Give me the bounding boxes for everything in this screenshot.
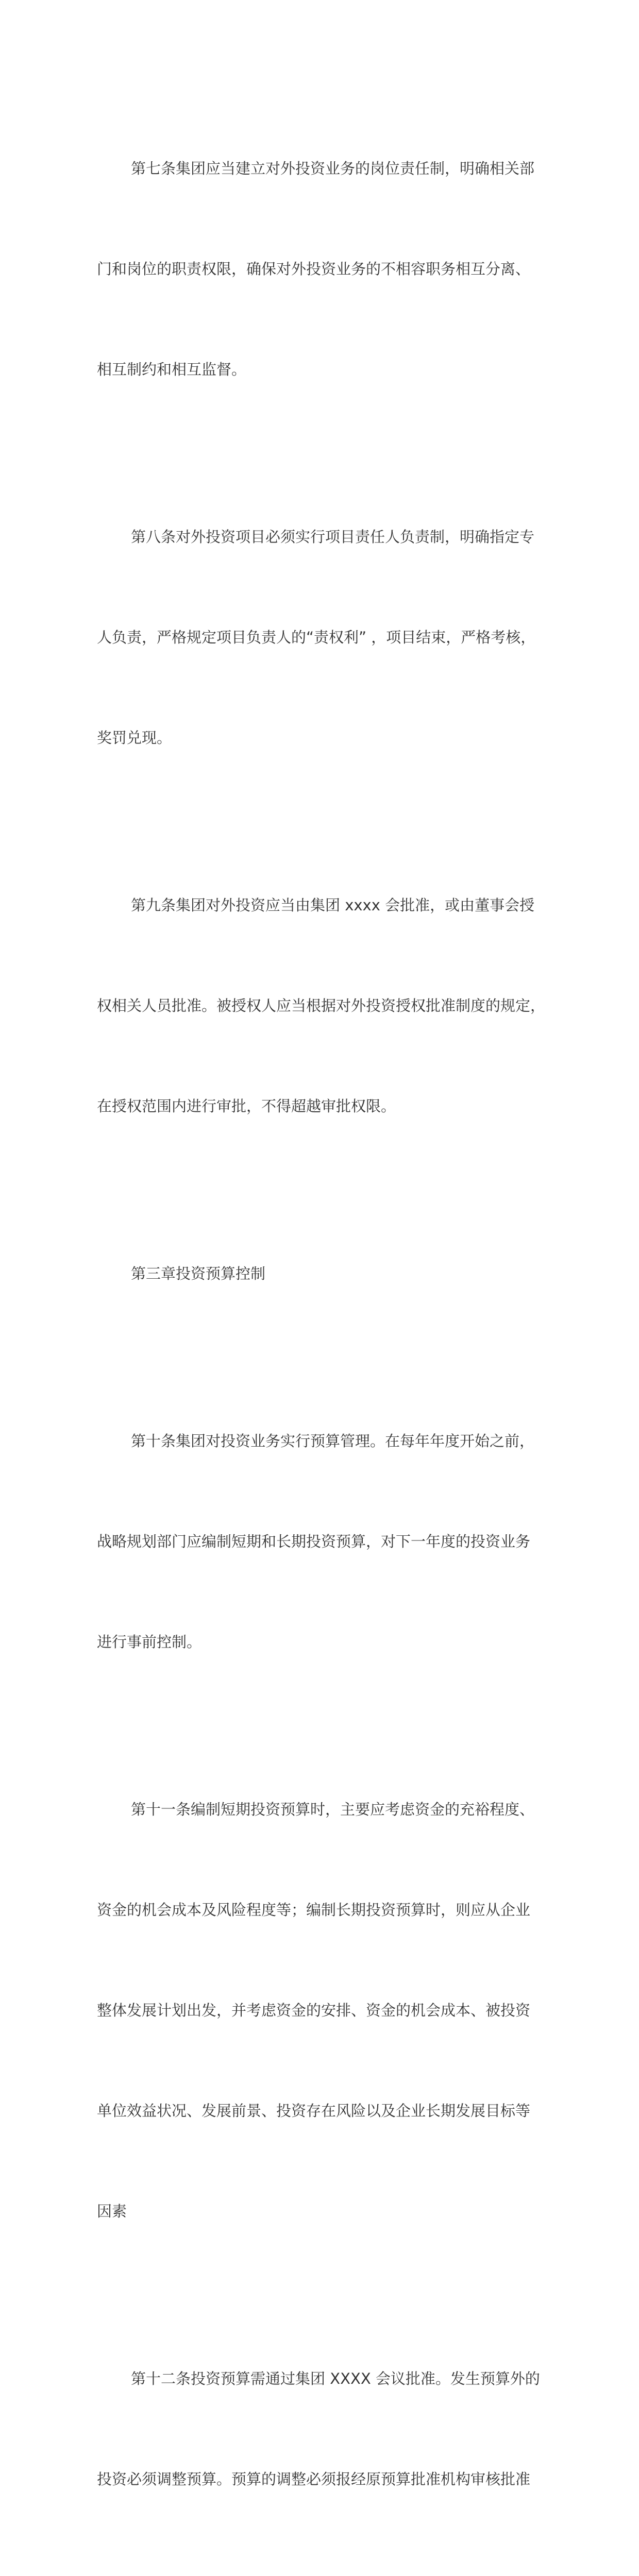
text-line: 第十一条编制短期投资预算时，主要应考虑资金的充裕程度、 — [131, 1801, 535, 1818]
text-line: 奖罚兑现。 — [97, 729, 172, 747]
text-line: 相互制约和相互监督。 — [97, 361, 247, 378]
text-line: 在授权范围内进行审批，不得超越审批权限。 — [97, 1097, 396, 1115]
text-line: 权相关人员批准。被授权人应当根据对外投资授权批准制度的规定， — [97, 997, 546, 1014]
text-line: 整体发展计划出发，并考虑资金的安排、资金的机会成本、被投资 — [97, 2002, 531, 2019]
chapter-heading-3 — [97, 1190, 550, 1358]
paragraph-article-11 — [97, 1726, 550, 2295]
text-line: 因素 — [97, 2202, 127, 2220]
text-line: 人负责，严格规定项目负责人的“责权利” ，项目结束，严格考核， — [97, 629, 536, 646]
paragraph-article-8 — [97, 453, 550, 822]
text-line: 第十条集团对投资业务实行预算管理。在每年年度开始之前， — [131, 1432, 535, 1450]
paragraph-article-10 — [97, 1358, 550, 1726]
paragraph-article-12 — [97, 2295, 550, 2563]
text-line: 进行事前控制。 — [97, 1633, 202, 1651]
text-line: 投资必须调整预算。预算的调整必须报经原预算批准机构审核批准 — [97, 2470, 531, 2488]
text-line: 门和岗位的职责权限，确保对外投资业务的不相容职务相互分离、 — [97, 260, 531, 278]
text-line: 资金的机会成本及风险程度等；编制长期投资预算时，则应从企业 — [97, 1901, 531, 1919]
paragraph-article-9 — [97, 822, 550, 1190]
chapter-heading-4 — [97, 2563, 550, 2576]
text-line: 第三章投资预算控制 — [131, 1265, 266, 1282]
text-line: 第八条对外投资项目必须实行项目责任人负责制，明确指定专 — [131, 528, 535, 546]
text-line: 第九条集团对外投资应当由集团 xxxx 会批准，或由董事会授 — [131, 896, 535, 914]
paragraph-article-7 — [97, 85, 550, 453]
text-line: 第七条集团应当建立对外投资业务的岗位责任制，明确相关部 — [131, 160, 535, 177]
text-line: 战略规划部门应编制短期和长期投资预算，对下一年度的投资业务 — [97, 1533, 531, 1550]
text-line: 第十二条投资预算需通过集团 XXXX 会议批准。发生预算外的 — [131, 2370, 540, 2387]
document-body — [97, 85, 550, 2576]
text-line: 单位效益状况、发展前景、投资存在风险以及企业长期发展目标等 — [97, 2102, 531, 2120]
